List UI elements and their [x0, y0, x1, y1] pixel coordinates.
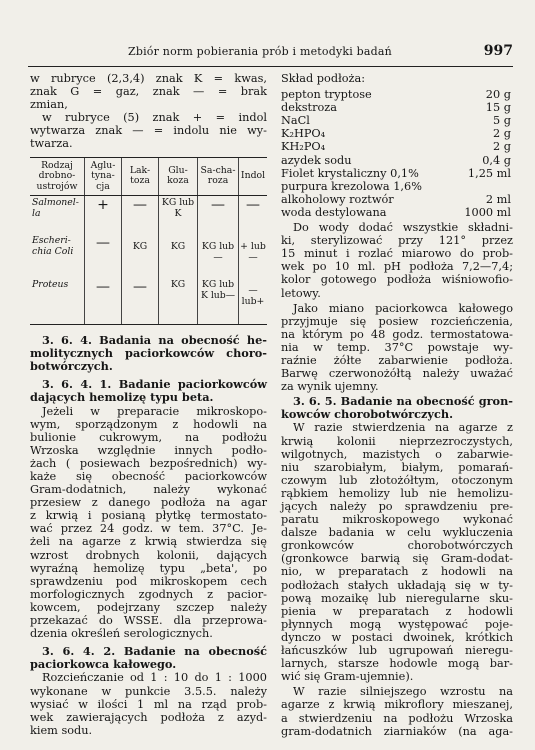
table-cell: — [85, 278, 122, 325]
composition-row [281, 206, 511, 219]
organism-name: Proteus [30, 278, 85, 325]
text-line: letowy. [281, 286, 321, 300]
right-column [281, 72, 513, 738]
table-cell: KG [159, 234, 198, 278]
ingredient-amount: 0,4 g [482, 153, 511, 167]
text-line: Rozcieńczanie od 1 : 10 do 1 : 1000 [42, 671, 267, 685]
composition-row [281, 180, 511, 193]
heading-line: 3. 6. 4. 2. Badanie na obecność [42, 644, 267, 659]
text-line: Wrzoska względnie innych podło- [30, 443, 267, 457]
text-line: wek zawierających podłoża z azyd- [30, 710, 267, 724]
text-line: kolor gotowego podłoża wiśniowofio- [281, 273, 513, 287]
text-line: dynczo w postaci dwoinek, krótkich [281, 630, 513, 644]
text-line: łańcuszków lub ugrupowań nieregu- [281, 644, 513, 658]
text-line: przyjmuje się posiew rozcieńczenia, [281, 314, 513, 328]
table-cell: — [239, 196, 268, 235]
text-line: przesiew z danego podłoża na agar [30, 496, 267, 510]
table-cell: + lub— [239, 234, 268, 278]
ingredient-name: dekstroza [281, 101, 337, 115]
ingredient-name: alkoholowy roztwór [281, 192, 394, 206]
text-line: za wynik ujemny. [281, 380, 379, 394]
text-line: nio, w preparatach z hodowli na [281, 565, 513, 579]
text-line: bulionie cukrowym, na podłożu [30, 430, 267, 444]
composition-row [281, 88, 511, 101]
table-cell: KG lub— [198, 234, 239, 278]
text-line: gram-dodatnich ziarniaków (na aga- [281, 724, 513, 738]
composition-row [281, 127, 511, 140]
text-line: W razie silniejszego wzrostu na [293, 685, 513, 699]
heading-line: molitycznych paciorkowców choro- [30, 346, 267, 361]
ingredient-name: azydek sodu [281, 153, 352, 167]
text-line: kiem sodu. [30, 723, 93, 737]
text-line: Barwę czerwonożółtą należy uważać [281, 367, 513, 381]
text-line: wyraźną hemolizę typu „beta', po [30, 561, 267, 575]
column-header: Rodzaj drobno-ustrojów [30, 157, 85, 196]
table-row [30, 278, 267, 325]
text-line: podłożach stałych układają się w ty- [281, 578, 513, 592]
legend-line: twarza. [30, 137, 73, 151]
organism-name: Escheri-chia Coli [32, 235, 74, 257]
text-line: nia w temp. 37°C powstaje wy- [281, 340, 513, 354]
running-header [28, 40, 513, 67]
text-line: rąbkiem hemolizy lub nie hemolizu- [281, 486, 513, 500]
ingredient-name: KH₂PO₄ [281, 140, 326, 154]
legend-paragraph [30, 72, 267, 151]
text-line: Jeżeli w preparacie mikroskopo- [42, 404, 267, 418]
heading-line: kowców chorobotwórczych. [281, 407, 454, 422]
organism-name: Salmonel-la [32, 197, 79, 219]
page-number: 997 [483, 43, 513, 59]
text-line: ki, sterylizować przy 121° przez [281, 234, 513, 248]
text-line: W razie stwierdzenia na agarze z [293, 421, 513, 435]
composition-title: Skład podłoża: [281, 72, 366, 85]
table-cell: KG [159, 278, 198, 325]
column-header: Aglu-tyna-cja [85, 157, 122, 196]
column-header: Lak-toza [122, 157, 159, 196]
heading-line: paciorkowca kałowego. [30, 657, 177, 672]
heading-line: botwórczych. [30, 359, 113, 374]
legend-line: w rubryce (2,3,4) znak K = kwas, [30, 72, 267, 85]
text-line: żeli na agarze z krwią stwierdza się [30, 535, 267, 549]
legend-line: w rubryce (5) znak + = indol [42, 111, 267, 125]
text-line: morfologicznych zgodnych z pacior- [30, 587, 267, 601]
table-cell: KG [122, 234, 159, 278]
legend-line: znak G = gaz, znak — = brak [30, 85, 267, 99]
table-cell: KG lub K [159, 196, 198, 235]
left-column [30, 72, 267, 737]
ingredient-amount: 15 g [485, 101, 511, 115]
composition-row [281, 193, 511, 206]
composition-row [281, 167, 511, 180]
heading-line: dających hemolizę typu beta. [30, 390, 214, 405]
legend-line: wytwarza znak — = indolu nie wy- [30, 124, 267, 138]
ingredient-amount: 20 g [485, 88, 511, 102]
paragraph-staphylococci [281, 421, 513, 683]
running-title: Zbiór norm pobierania prób i metodyki badań [128, 45, 392, 58]
ingredient-name: NaCl [281, 114, 310, 128]
text-line: Do wody dodać wszystkie składni- [293, 221, 513, 235]
text-line: paratu mikroskopowego wykonać [281, 513, 513, 527]
text-line: wykonane w punkcie 3.5.5. należy [30, 684, 267, 698]
text-line: sprawdzeniu pod mikroskopem cech [30, 574, 267, 588]
text-line: dzenia określeń serologicznych. [30, 627, 213, 641]
ingredient-amount: 1000 ml [464, 205, 511, 219]
text-line: przekazać do WSSE. dla przeprowa- [30, 614, 267, 628]
text-line: (gronkowce barwią się Gram-dodat- [281, 552, 513, 566]
table-cell: — [122, 278, 159, 325]
table-cell: — lub+ [239, 278, 268, 325]
text-line: z krwią i posianą płytkę termostato- [30, 509, 267, 523]
text-line: Gram-dodatnich, należy wykonać [30, 483, 267, 497]
ingredient-name: pepton tryptose [281, 88, 372, 102]
text-line: jących należy po sprawdzeniu pre- [281, 500, 513, 513]
text-line: pienia w preparatach z hodowli [281, 604, 513, 618]
section-heading-3-6-4-1 [30, 378, 267, 404]
section-heading-3-6-4-2 [30, 645, 267, 671]
paragraph-titer [281, 302, 513, 394]
section-heading-3-6-4 [30, 334, 267, 373]
heading-line: 3. 6. 4. Badania na obecność he- [42, 333, 267, 348]
text-line: 15 minut i rozlać miarowo do prob- [281, 247, 513, 261]
ingredient-amount: 1,25 ml [467, 166, 511, 180]
column-header: Indol [239, 157, 268, 196]
table-row [30, 196, 267, 235]
text-line: Jako miano paciorkowca kałowego [293, 301, 513, 315]
ingredient-amount: 2 g [492, 140, 511, 154]
text-line: płynnych mogą występować poje- [281, 617, 513, 631]
ingredient-name: woda destylowana [281, 205, 387, 219]
legend-line: zmian, [30, 98, 68, 112]
text-line: raźnie żółte zabarwienie podłoża. [281, 353, 513, 367]
ingredient-name: purpura krezolowa 1,6% [281, 179, 422, 193]
text-line: agarze z krwią mikroflory mieszanej, [281, 698, 513, 712]
text-line: żach ( posiewach bezpośrednich) wy- [30, 456, 267, 470]
text-line: gronkowców chorobotwórczych [281, 539, 513, 553]
paragraph-mixed-flora [281, 685, 513, 737]
ingredient-amount: 2 ml [485, 192, 511, 206]
table-cell: KG lub K lub— [198, 278, 239, 325]
table-cell: — [198, 196, 239, 235]
column-header: Sa-cha-roza [198, 157, 239, 196]
paragraph-preparation [30, 405, 267, 641]
table-cell: — [122, 196, 159, 235]
heading-line: 3. 6. 4. 1. Badanie paciorkowców [42, 377, 267, 392]
text-line: niu szarobiałym, białym, pomarań- [281, 460, 513, 474]
text-line: krwią kolonii nieprzezroczystych, [281, 434, 513, 448]
text-line: na którym po 48 godz. termostatowa- [281, 327, 513, 341]
text-line: wek po 10 ml. pH podłoża 7,2—7,4; [281, 260, 513, 274]
text-line: pową mozaikę lub nieregularne sku- [281, 591, 513, 605]
column-header: Glu-koza [159, 157, 198, 196]
text-line: wym, sporządzonym z hodowli na [30, 417, 267, 431]
composition-row [281, 154, 511, 167]
composition-row [281, 101, 511, 114]
text-line: dalsze badania w celu wykluczenia [281, 526, 513, 540]
ingredient-amount: 5 g [492, 114, 511, 128]
text-line: kowcem, podejrzany szczep należy [30, 600, 267, 614]
composition-list [281, 88, 511, 219]
table-header-row [30, 157, 267, 196]
text-line: wysiać w ilości 1 ml na rząd prob- [30, 697, 267, 711]
table-row [30, 234, 267, 278]
reactions-table [30, 157, 267, 326]
text-line: wilgotnych, mazistych o zabarwie- [281, 447, 513, 461]
table-cell: — [85, 234, 122, 278]
text-line: czowym lub złotożółtym, otoczonym [281, 473, 513, 487]
table-cell: + [85, 196, 122, 235]
text-line: wić się Gram-ujemnie). [281, 670, 414, 684]
heading-line: 3. 6. 5. Badanie na obecność gron- [293, 394, 513, 409]
text-line: a stwierdzeniu na podłożu Wrzoska [281, 711, 513, 725]
text-line: każe się obecność paciorkowców [30, 470, 267, 483]
composition-row [281, 114, 511, 127]
section-heading-3-6-5 [281, 395, 513, 421]
paragraph-dilution [30, 671, 267, 736]
ingredient-name: Fiolet krystaliczny 0,1% [281, 166, 419, 180]
text-line: wać przez 24 godz. w tem. 37°C. Je- [30, 522, 267, 536]
ingredient-amount: 2 g [492, 127, 511, 141]
composition-row [281, 140, 511, 153]
ingredient-name: K₂HPO₄ [281, 127, 326, 141]
text-line: wzrost drobnych kolonii, dających [30, 548, 267, 562]
paragraph-sterilization [281, 221, 513, 300]
text-line: larnych, starsze hodowle mogą bar- [281, 657, 513, 671]
